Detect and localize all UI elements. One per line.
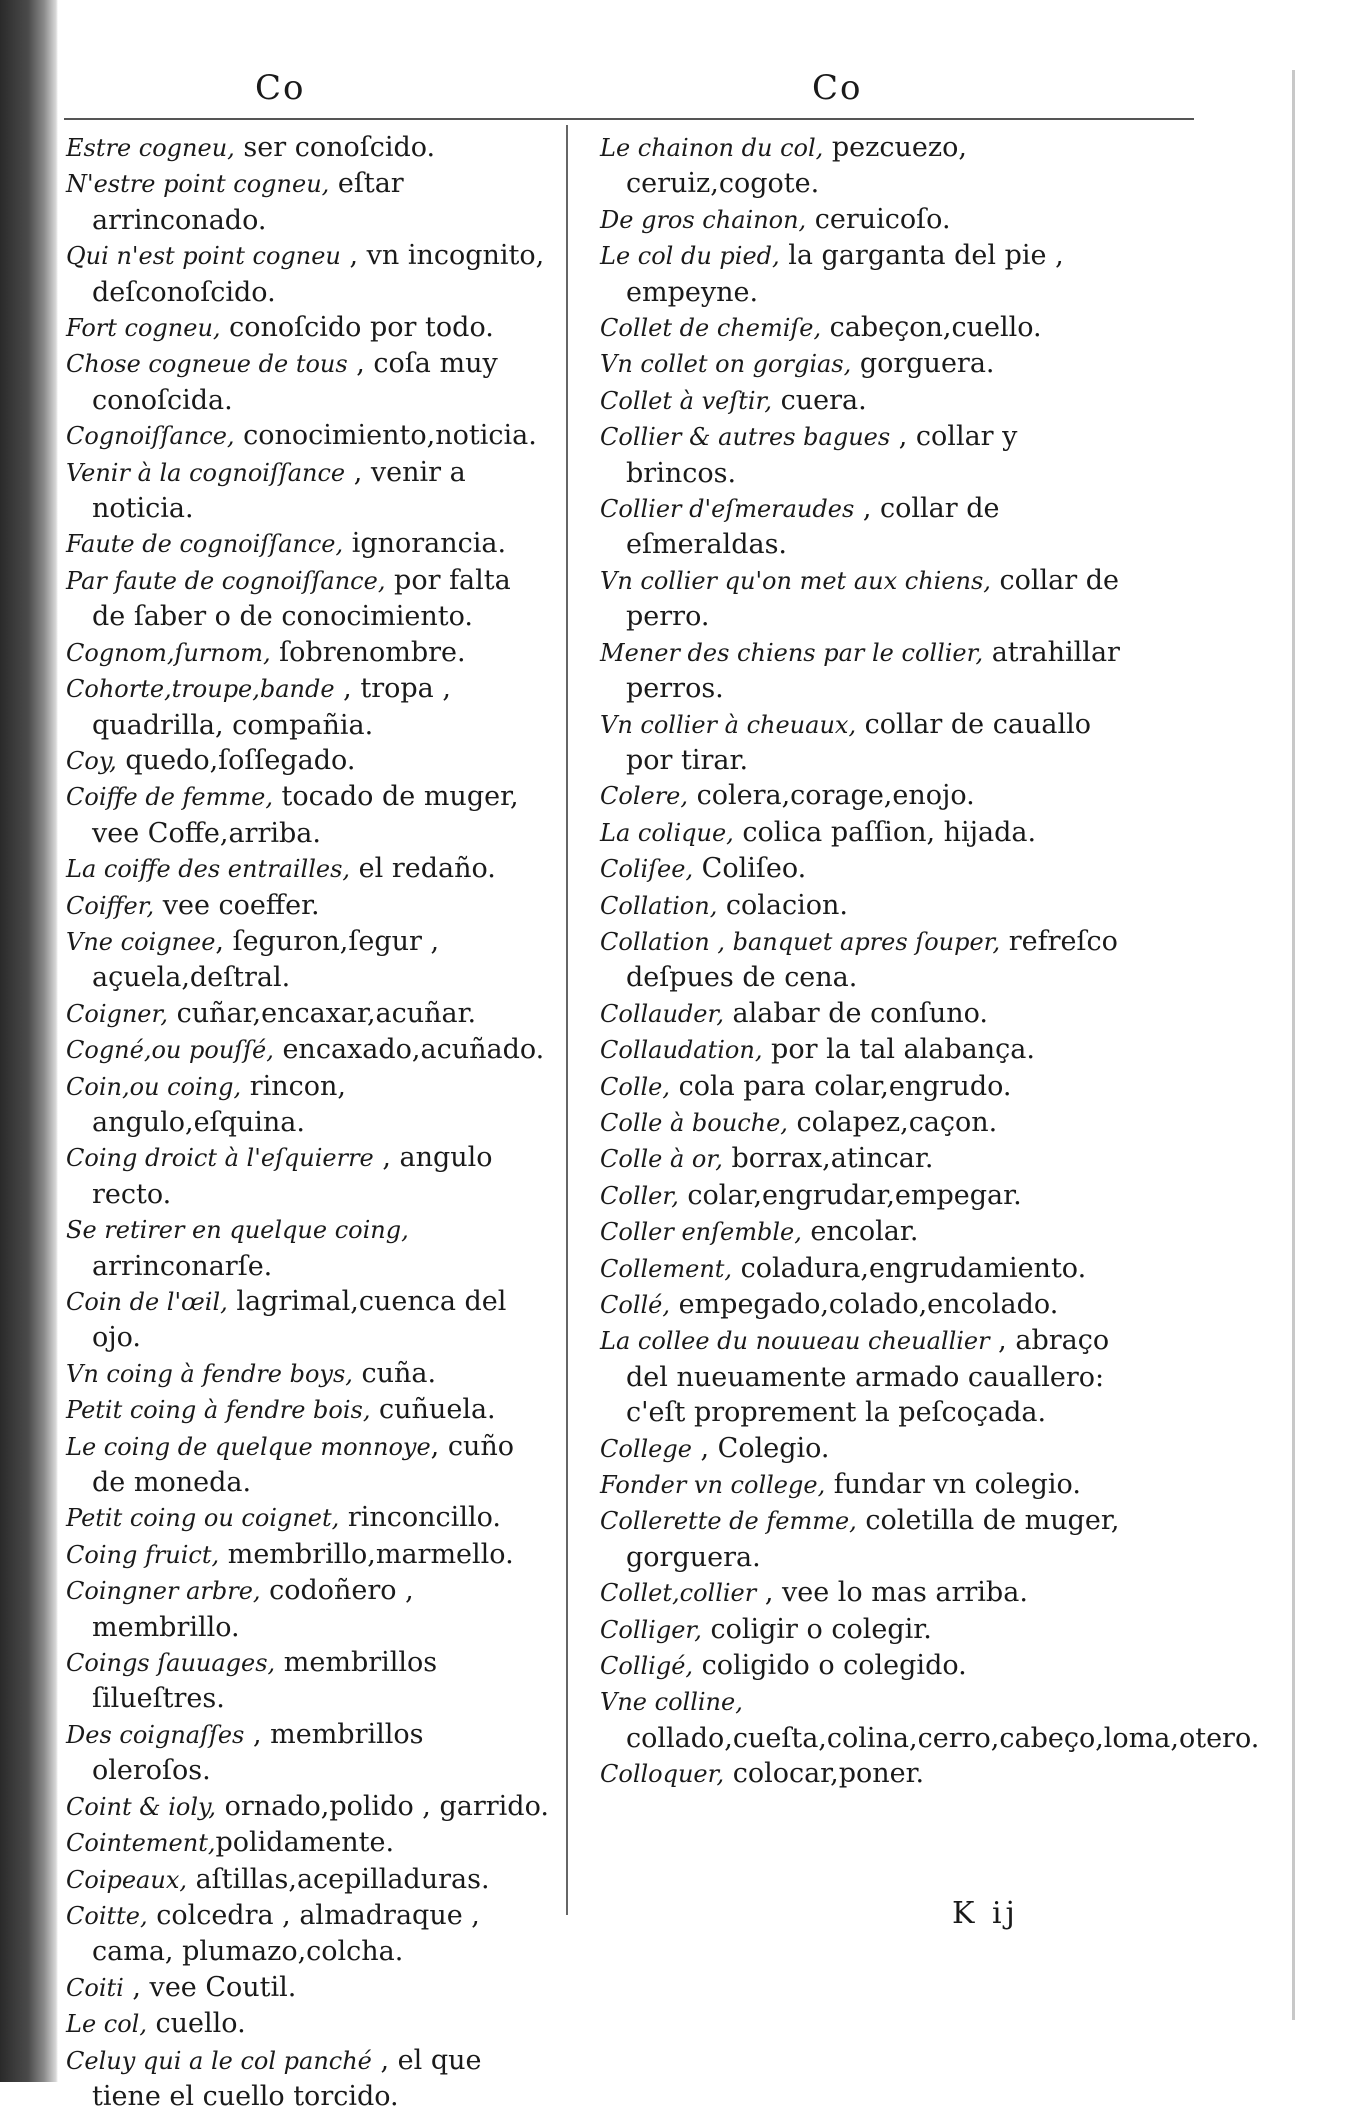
dictionary-entry xyxy=(66,851,550,887)
entry-headword: Coitte, xyxy=(66,1901,148,1930)
entry-definition: cola para colar,engrudo. xyxy=(670,1070,1012,1102)
entry-headword: Colere, xyxy=(600,782,688,811)
entry-definition: por falta de ſaber o de conocimiento. xyxy=(92,564,511,633)
entry-definition: ceruicoſo. xyxy=(806,203,951,235)
dictionary-entry xyxy=(66,418,550,454)
entry-headword: Coiti xyxy=(66,1973,124,2002)
entry-headword: N'estre point cogneu, xyxy=(66,170,330,199)
entry-definition: quedo,ſoſſegado. xyxy=(116,744,356,776)
entry-definition: codoñero , membrillo. xyxy=(92,1575,414,1643)
entry-definition: rincon, angulo,eſquina. xyxy=(92,1070,346,1138)
entry-definition: gorguera. xyxy=(851,348,995,380)
entry-definition: tocado de muger, vee Coffe,arriba. xyxy=(92,781,519,849)
entry-headword: Cogné,ou pouſſé, xyxy=(66,1036,274,1065)
dictionary-entry xyxy=(66,1862,550,1898)
entry-definition: , abraço del nueuamente armado cauallero: c'eſt proprement la peſcoçada. xyxy=(626,1325,1110,1429)
entry-headword: Qui n'est point cogneu xyxy=(66,242,341,271)
entry-headword: Venir à la cognoiſſance xyxy=(66,458,346,487)
entry-definition: , ſeguron,ſegur , açuela,deſtral. xyxy=(92,925,440,994)
entry-headword: Coigner, xyxy=(66,999,168,1028)
dictionary-entry xyxy=(66,1717,550,1789)
dictionary-entry xyxy=(66,996,550,1032)
dictionary-entry xyxy=(66,1789,550,1825)
entry-definition: borrax,atincar. xyxy=(722,1143,934,1175)
entry-headword: Colle, xyxy=(600,1072,670,1101)
entry-headword: Collation, xyxy=(600,891,718,920)
entry-definition: atrahillar perros. xyxy=(626,636,1120,705)
dictionary-entry xyxy=(66,671,550,743)
header-rule xyxy=(64,118,1194,120)
dictionary-entry xyxy=(600,1648,1120,1684)
entry-definition: , coſa muy conoſcida. xyxy=(92,348,498,416)
entry-definition: pezcuezo, ceruiz,cogote. xyxy=(626,132,967,200)
entry-headword: Coingner arbre, xyxy=(66,1577,261,1606)
entry-headword: College xyxy=(600,1434,692,1463)
entry-headword: Collement, xyxy=(600,1254,733,1283)
entry-headword: Coy, xyxy=(66,746,117,775)
entry-headword: Colle à bouche, xyxy=(600,1108,788,1137)
dictionary-entry xyxy=(66,779,550,851)
entry-headword: Vn coing à fendre boys, xyxy=(66,1359,353,1388)
dictionary-entry xyxy=(66,526,550,562)
entry-definition: coladura,engrudamiento. xyxy=(732,1252,1087,1284)
entry-definition: collar de cauallo por tirar. xyxy=(626,708,1091,776)
dictionary-entry xyxy=(600,563,1120,635)
entry-definition: eſtar arrinconado. xyxy=(92,168,404,236)
entry-definition: fundar vn colegio. xyxy=(825,1469,1081,1501)
entry-headword: Coipeaux, xyxy=(66,1865,187,1894)
entry-headword: Fort cogneu, xyxy=(66,314,221,343)
entry-definition: rinconcillo. xyxy=(339,1502,501,1534)
entry-definition: alabar de conſuno. xyxy=(723,997,988,1029)
entry-headword: Faute de cognoiſſance, xyxy=(66,530,344,559)
entry-definition: por la tal alabança. xyxy=(762,1034,1035,1066)
entry-headword: De gros chainon, xyxy=(600,205,807,234)
dictionary-entry xyxy=(66,888,550,924)
dictionary-entry xyxy=(66,1898,550,1970)
dictionary-entry xyxy=(600,1105,1120,1141)
entry-definition: membrillos ſilueſtres. xyxy=(92,1647,438,1715)
dictionary-entry xyxy=(66,1069,550,1141)
entry-definition: cuñuela. xyxy=(370,1394,496,1426)
entry-definition: cuña. xyxy=(352,1357,437,1389)
entry-headword: Le coing de quelque monnoye xyxy=(66,1432,431,1461)
dictionary-entry xyxy=(66,1032,550,1068)
entry-definition: encaxado,acuñado. xyxy=(273,1034,545,1066)
entry-definition: el redaño. xyxy=(350,853,496,885)
dictionary-entry xyxy=(600,1431,1120,1467)
entry-definition: empegado,colado,encolado. xyxy=(670,1289,1059,1320)
entry-definition: vee coeffer. xyxy=(154,889,320,921)
entry-definition: , cuño de moneda. xyxy=(92,1430,514,1499)
entry-headword: Colle à or, xyxy=(600,1145,723,1174)
entry-headword: Celuy qui a le col panché xyxy=(66,2046,372,2075)
entry-definition: colocar,poner. xyxy=(724,1758,925,1790)
dictionary-entry xyxy=(600,1684,1260,1756)
entry-headword: Coller enſemble, xyxy=(600,1218,802,1247)
dictionary-entry xyxy=(600,1032,1120,1068)
entry-headword: Coing droict à l'eſquierre xyxy=(66,1144,374,1173)
entry-definition: coligir o colegir. xyxy=(701,1613,932,1645)
entry-definition: , angulo recto. xyxy=(92,1142,493,1210)
entry-definition: ornado,polido , garrido. xyxy=(216,1790,549,1822)
entry-definition: membrillo,marmello. xyxy=(219,1538,514,1570)
dictionary-entry xyxy=(66,238,550,310)
entry-definition: conoſcido por todo. xyxy=(220,312,494,344)
entry-headword: Fonder vn college, xyxy=(600,1471,826,1500)
dictionary-entry xyxy=(66,1140,550,1212)
entry-definition: , tropa , quadrilla, compañia. xyxy=(92,673,451,741)
dictionary-entry xyxy=(66,2006,550,2042)
dictionary-entry xyxy=(66,346,550,418)
entry-headword: La coiffe des entrailles, xyxy=(66,855,351,884)
entry-headword: La collee du nouueau cheuallier xyxy=(600,1327,990,1356)
entry-definition: coligido o colegido. xyxy=(693,1650,967,1682)
dictionary-entry xyxy=(600,202,1120,238)
entry-headword: Coint & ioly, xyxy=(66,1792,217,1821)
entry-headword: Coliſee, xyxy=(600,855,694,884)
entry-headword: Collet à veſtir, xyxy=(600,386,773,415)
dictionary-entry xyxy=(66,1537,550,1573)
entry-definition: cuello. xyxy=(146,2008,246,2040)
entry-definition: refreſco deſpues de cena. xyxy=(626,925,1118,994)
entry-headword: Vne colline, xyxy=(600,1688,743,1717)
entry-headword: Par faute de cognoiſſance, xyxy=(66,566,386,595)
entry-headword: Coin,ou coing, xyxy=(66,1072,242,1101)
dictionary-entry xyxy=(66,1284,550,1356)
entry-definition: arrinconarſe. xyxy=(92,1250,273,1282)
entry-headword: Chose cogneue de tous xyxy=(66,350,348,379)
book-binding-shadow xyxy=(0,0,58,2082)
dictionary-entry xyxy=(600,778,1120,814)
dictionary-entry xyxy=(600,1214,1120,1250)
entry-definition: cuñar,encaxar,acuñar. xyxy=(167,997,477,1029)
dictionary-entry xyxy=(66,563,550,635)
entry-definition: ſobrenombre. xyxy=(270,636,466,668)
right-column xyxy=(600,130,1260,1793)
entry-headword: Vn collet on gorgias, xyxy=(600,350,852,379)
entry-definition: colapez,caçon. xyxy=(787,1106,998,1138)
dictionary-entry xyxy=(600,815,1120,851)
column-divider xyxy=(566,125,568,1915)
entry-definition: , el que tiene el cuello torcido. xyxy=(92,2044,482,2112)
entry-headword: Coiffe de femme, xyxy=(66,783,273,812)
entry-headword: Petit coing ou coignet, xyxy=(66,1504,340,1533)
entry-headword: Colligé, xyxy=(600,1652,694,1681)
dictionary-entry xyxy=(600,419,1120,491)
entry-definition: ser conoſcido. xyxy=(234,132,436,163)
dictionary-entry xyxy=(600,491,1120,563)
entry-definition: , vee Coutil. xyxy=(123,1971,297,2003)
dictionary-entry xyxy=(600,1178,1120,1214)
dictionary-entry xyxy=(66,1825,550,1861)
dictionary-entry xyxy=(600,1141,1120,1177)
entry-headword: Vne coignee xyxy=(66,927,216,956)
entry-definition: cuera. xyxy=(772,384,867,416)
entry-definition: cabeçon,cuello. xyxy=(821,312,1042,344)
dictionary-entry xyxy=(66,743,550,779)
entry-definition: , membrillos oleroſos. xyxy=(92,1718,424,1787)
dictionary-entry xyxy=(66,1645,550,1717)
dictionary-entry xyxy=(66,635,550,671)
dictionary-entry xyxy=(600,1251,1120,1287)
entry-headword: Estre cogneu, xyxy=(66,134,235,162)
dictionary-entry xyxy=(66,1573,550,1645)
entry-headword: Collet,collier xyxy=(600,1579,757,1608)
entry-headword: Coller, xyxy=(600,1181,679,1210)
dictionary-entry xyxy=(66,1429,550,1501)
entry-headword: Colliger, xyxy=(600,1615,702,1644)
entry-headword: Collé, xyxy=(600,1291,670,1319)
entry-definition: colera,corage,enojo. xyxy=(688,780,975,812)
entry-headword: Se retirer en quelque coing, xyxy=(66,1216,409,1245)
dictionary-entry xyxy=(66,455,550,527)
entry-headword: Le chainon du col, xyxy=(600,134,824,162)
entry-headword: Collier & autres bagues xyxy=(600,423,891,452)
entry-definition: colica paſſion, hijada. xyxy=(733,816,1037,848)
dictionary-entry xyxy=(66,1356,550,1392)
dictionary-entry xyxy=(600,1756,1120,1792)
dictionary-entry xyxy=(600,130,1120,202)
dictionary-entry xyxy=(600,346,1120,382)
dictionary-entry xyxy=(66,1212,550,1284)
running-header-left: Co xyxy=(255,68,306,108)
entry-definition: , vn incognito, deſconoſcido. xyxy=(92,240,545,308)
entry-definition: , collar de eſmeraldas. xyxy=(626,493,1000,561)
entry-headword: Collier d'eſmeraudes xyxy=(600,495,855,524)
entry-definition: colacion. xyxy=(717,889,849,921)
entry-headword: Cognoiſſance, xyxy=(66,422,235,451)
dictionary-entry xyxy=(600,1467,1120,1503)
entry-headword: Vn collier qu'on met aux chiens, xyxy=(600,566,991,595)
entry-headword: Cointement, xyxy=(66,1829,216,1858)
dictionary-entry xyxy=(66,1392,550,1428)
signature-mark: K ij xyxy=(952,1896,1019,1931)
entry-headword: Collauder, xyxy=(600,999,724,1028)
entry-definition: , vee lo mas arriba. xyxy=(756,1577,1028,1609)
dictionary-entry xyxy=(600,310,1120,346)
entry-definition: , Colegio. xyxy=(691,1432,830,1464)
entry-definition: Coliſeo. xyxy=(693,853,807,885)
entry-definition: colar,engrudar,empegar. xyxy=(678,1179,1022,1211)
entry-headword: La colique, xyxy=(600,818,734,847)
dictionary-entry xyxy=(66,1970,550,2006)
dictionary-entry xyxy=(600,888,1120,924)
entry-headword: Collation , banquet apres ſouper, xyxy=(600,927,1001,956)
entry-definition: colcedra , almadraque , cama, plumazo,colcha. xyxy=(92,1899,480,1968)
entry-definition: la garganta del pie , empeyne. xyxy=(626,240,1064,308)
entry-headword: Coiffer, xyxy=(66,891,155,920)
dictionary-entry xyxy=(66,310,550,346)
entry-definition: conocimiento,noticia. xyxy=(234,420,537,452)
entry-headword: Collaudation, xyxy=(600,1036,763,1065)
dictionary-entry xyxy=(600,1323,1120,1430)
entry-headword: Des coignaſſes xyxy=(66,1720,245,1749)
left-column xyxy=(66,130,550,2114)
entry-definition: collar de perro. xyxy=(626,564,1120,633)
dictionary-entry xyxy=(600,1287,1120,1323)
entry-definition: coletilla de muger, gorguera. xyxy=(626,1505,1120,1573)
entry-headword: Cohorte,troupe,bande xyxy=(66,675,335,704)
dictionary-entry xyxy=(600,707,1120,779)
dictionary-entry xyxy=(600,996,1120,1032)
entry-headword: Le col du pied, xyxy=(600,242,780,271)
entry-definition: , collar y brincos. xyxy=(626,421,1018,489)
entry-headword: Vn collier à cheuaux, xyxy=(600,710,857,739)
entry-definition: collado,cueſta,colina,cerro,cabeço,loma,otero. xyxy=(626,1722,1260,1754)
dictionary-entry xyxy=(66,130,550,166)
entry-definition: , venir a noticia. xyxy=(92,456,466,525)
dictionary-entry xyxy=(600,238,1120,310)
dictionary-entry xyxy=(66,2043,550,2114)
entry-definition: polidamente. xyxy=(215,1827,395,1859)
dictionary-entry xyxy=(66,1500,550,1536)
entry-headword: Le col, xyxy=(66,2010,147,2039)
dictionary-entry xyxy=(66,924,550,996)
entry-definition: ignorancia. xyxy=(343,528,507,560)
entry-headword: Mener des chiens par le collier, xyxy=(600,638,984,667)
dictionary-entry xyxy=(600,383,1120,419)
dictionary-entry xyxy=(600,1612,1120,1648)
entry-definition: aſtillas,acepilladuras. xyxy=(186,1863,490,1895)
dictionary-entry xyxy=(600,851,1120,887)
entry-headword: Colloquer, xyxy=(600,1760,725,1789)
dictionary-entry xyxy=(600,1575,1120,1611)
page-edge xyxy=(1292,70,1295,2020)
running-header-right: Co xyxy=(812,68,863,108)
entry-headword: Coing fruict, xyxy=(66,1540,220,1569)
dictionary-entry xyxy=(66,166,550,238)
entry-headword: Coings ſauuages, xyxy=(66,1649,276,1678)
entry-headword: Cognom,ſurnom, xyxy=(66,638,271,667)
entry-definition: lagrimal,cuenca del ojo. xyxy=(92,1286,507,1354)
dictionary-entry xyxy=(600,924,1120,996)
entry-headword: Petit coing à fendre bois, xyxy=(66,1396,371,1425)
entry-headword: Collet de chemiſe, xyxy=(600,314,822,343)
entry-headword: Coin de l'œil, xyxy=(66,1288,228,1316)
entry-definition: encolar. xyxy=(801,1216,919,1248)
entry-headword: Collerette de femme, xyxy=(600,1507,857,1536)
dictionary-entry xyxy=(600,635,1120,707)
dictionary-entry xyxy=(600,1069,1120,1105)
dictionary-entry xyxy=(600,1503,1120,1575)
